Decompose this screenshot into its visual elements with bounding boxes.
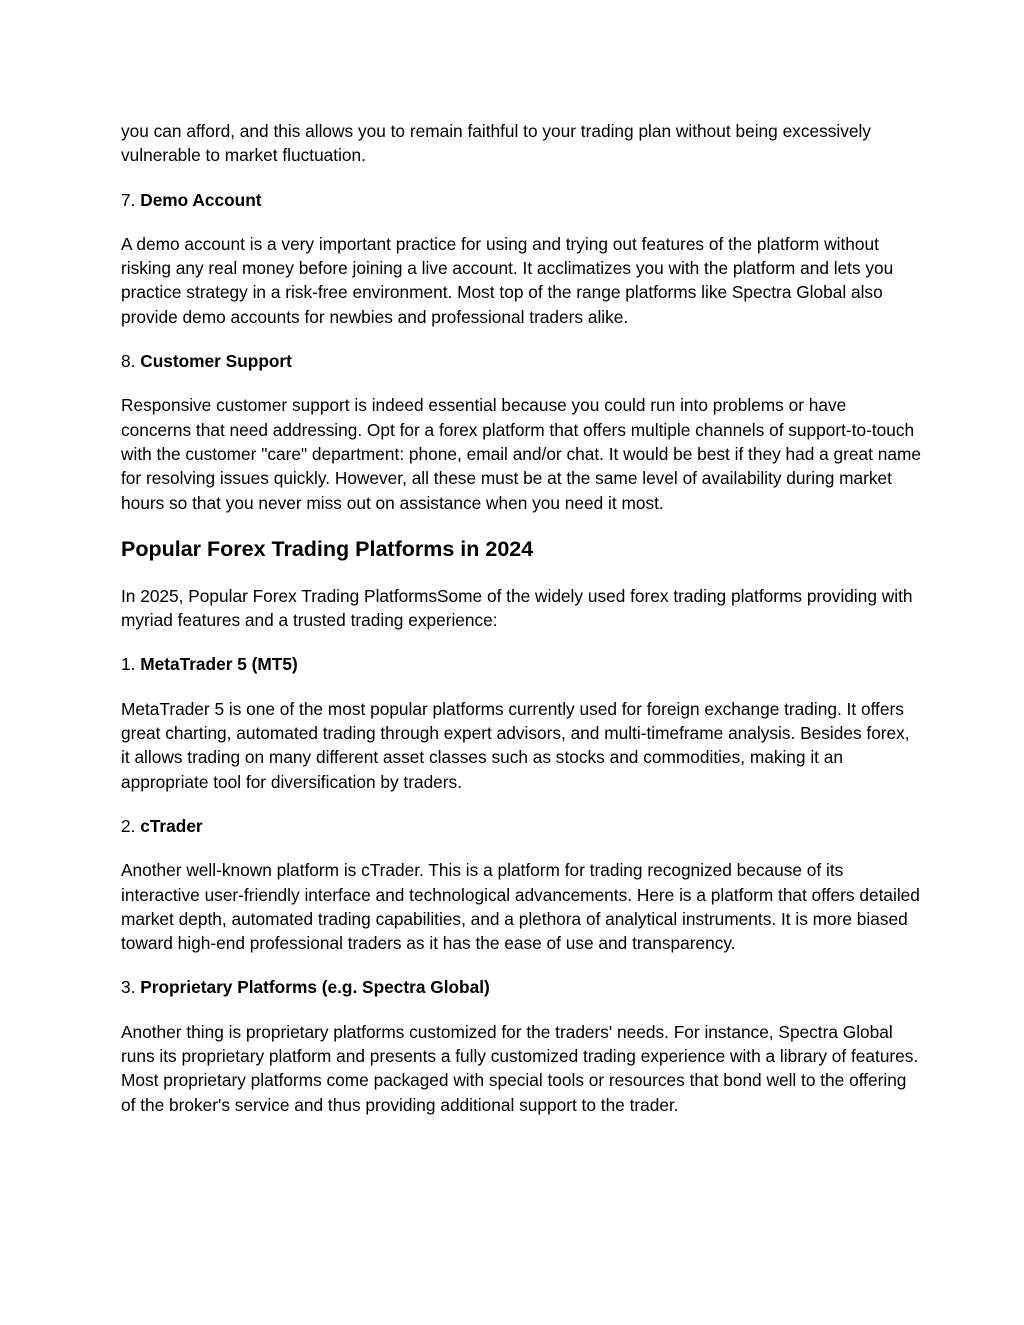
- list-item-title: cTrader: [140, 815, 203, 836]
- list-number: 7.: [121, 189, 141, 210]
- section-heading-wrapper: [121, 535, 921, 563]
- list-number: 8.: [121, 351, 141, 372]
- list-item-demo-account: [121, 188, 921, 212]
- demo-account-paragraph: A demo account is a very important practice for using and trying out features of the platform without risking any real money before joining a live account. It acclimatizes you with the platform and lets you practice strategy in a risk-free environment. Most top of the range platforms like Spectra Global also provide demo accounts for newbies and professional traders alike.: [121, 233, 894, 327]
- intro-continuation-paragraph: you can afford, and this allows you to remain faithful to your trading plan without being excessively vulnerable to market fluctuation.: [121, 121, 871, 166]
- section-intro-paragraph: In 2025, Popular Forex Trading PlatformsSome of the widely used forex trading platforms providing with myriad features and a trusted trading experience:: [121, 585, 913, 631]
- list-item-ctrader: [121, 814, 921, 838]
- list-item-metatrader5: [121, 652, 921, 676]
- proprietary-platforms-paragraph: Another thing is proprietary platforms customized for the traders' needs. For instance, Spectra Global runs its proprietary platform and presents a fully customized trading experience with a library of features. Most proprietary platforms come packaged with special tools or resources that bond well to the offering of the broker's service and thus providing additional support to the trader.: [121, 1021, 919, 1115]
- list-item-title: Proprietary Platforms (e.g. Spectra Global): [140, 977, 490, 998]
- document-page: [121, 119, 921, 1137]
- ctrader-paragraph: Another well-known platform is cTrader. This is a platform for trading recognized because of its interactive user-friendly interface and technological advancements. Here is a platform that offers detailed market depth, automated trading capabilities, and a plethora of analytical instruments. It is more biased toward high-end professional traders as it has the ease of use and transparency.: [121, 860, 920, 954]
- list-item-customer-support: [121, 349, 921, 373]
- metatrader5-paragraph: MetaTrader 5 is one of the most popular platforms currently used for foreign exchange trading. It offers great charting, automated trading through expert advisors, and multi-timeframe analysis. Besides forex, it allows trading on many different asset classes such as stocks and commodities, making it an appropriate tool for diversification by traders.: [121, 698, 910, 792]
- customer-support-paragraph: Responsive customer support is indeed essential because you could run into problems or have concerns that need addressing. Opt for a forex platform that offers multiple channels of support-to-touch with the customer "care" department: phone, email and/or chat. It would be best if they had a great name for resolving issues quickly. However, all these must be at the same level of availability during market hours so that you never miss out on assistance when you need it most.: [121, 395, 921, 513]
- list-number: 3.: [121, 977, 141, 998]
- list-number: 2.: [121, 815, 141, 836]
- list-item-proprietary-platforms: [121, 975, 921, 999]
- section-heading: Popular Forex Trading Platforms in 2024: [121, 536, 534, 561]
- list-item-title: Customer Support: [140, 351, 292, 372]
- list-number: 1.: [121, 654, 141, 675]
- list-item-title: MetaTrader 5 (MT5): [140, 654, 298, 675]
- list-item-title: Demo Account: [140, 189, 262, 210]
